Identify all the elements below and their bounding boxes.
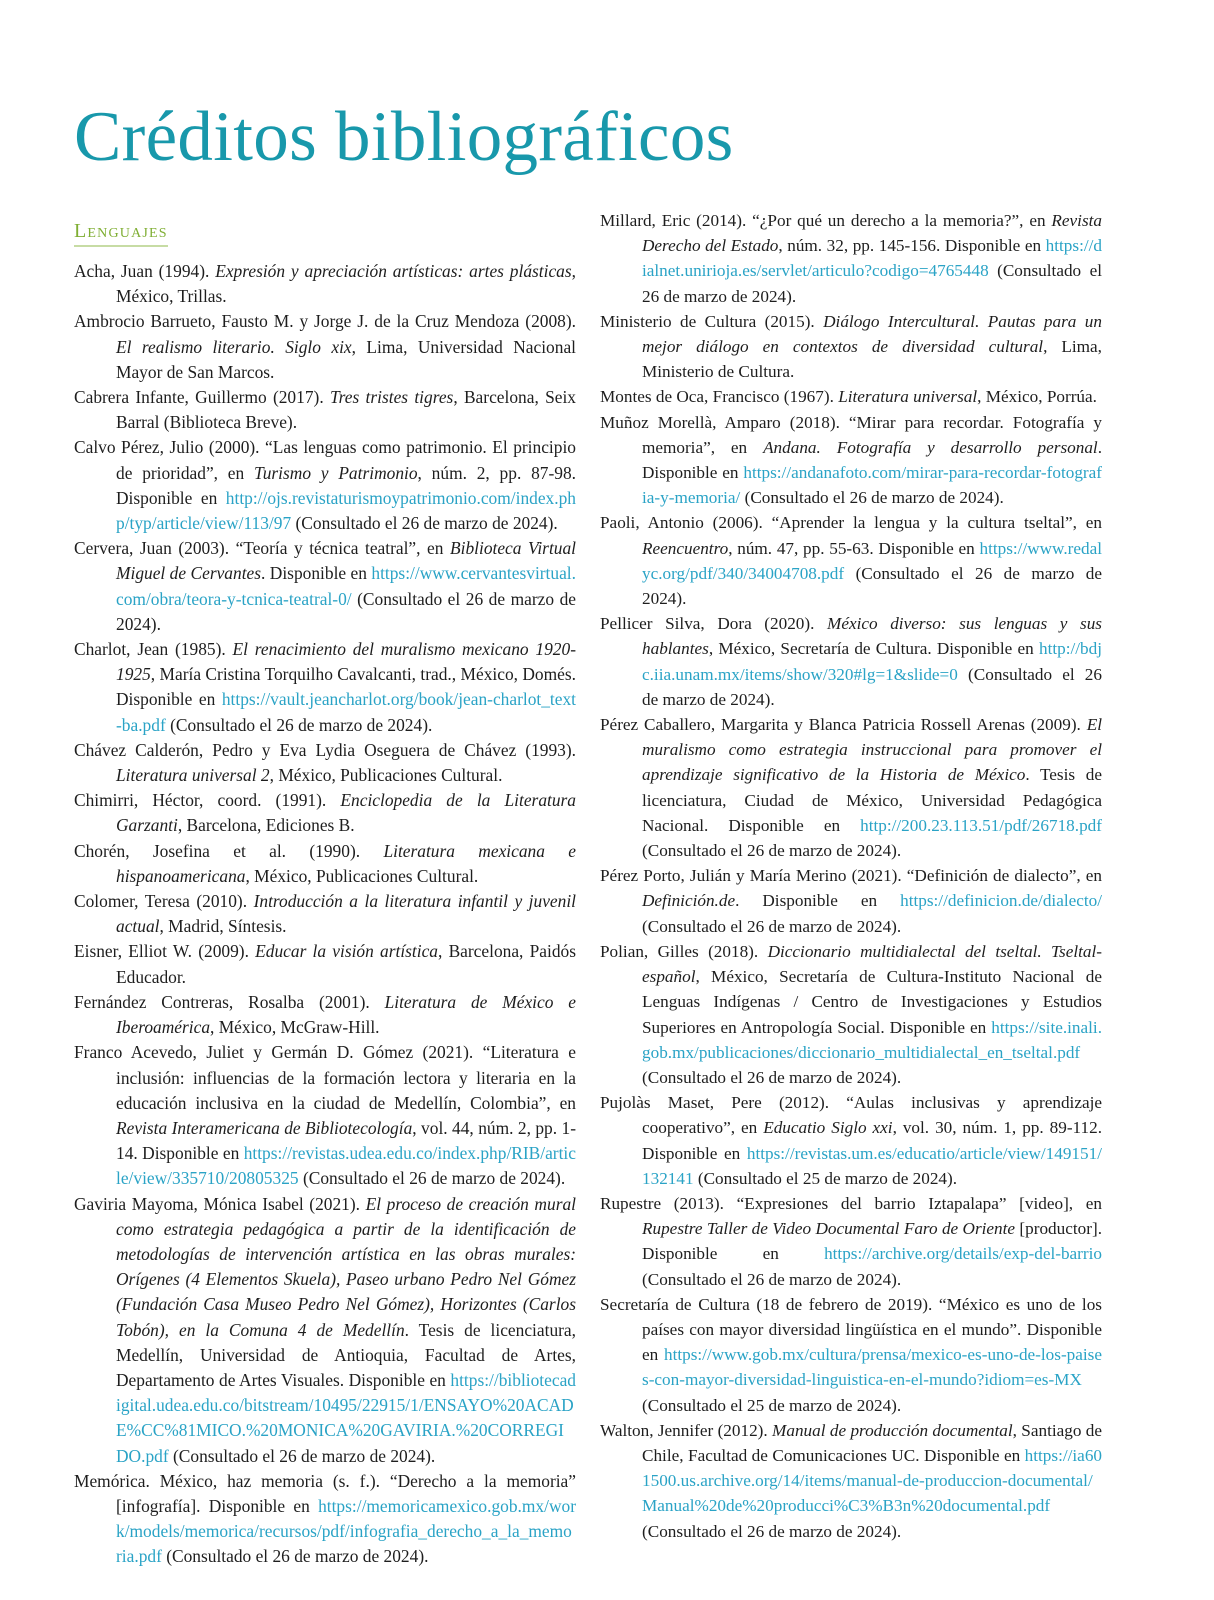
- reference-entry: [600, 611, 1102, 712]
- reference-work-title: Biblioteca Virtual Miguel de Cervantes: [116, 538, 576, 584]
- reference-details: , Barcelona, Seix Barral (Biblioteca Breve).: [116, 387, 576, 433]
- reference-details: , Santiago de Chile, Facultad de Comunicaciones UC. Disponible en: [642, 1420, 1103, 1465]
- reference-work-title: Turismo y Patrimonio: [254, 462, 418, 483]
- reference-work-title: Literatura mexicana e hispanoamericana: [116, 840, 576, 886]
- left-column: [74, 208, 576, 1570]
- reference-consulted-note: (Consultado el 26 de marzo de 2024).: [168, 1445, 436, 1466]
- reference-author-text: Polian, Gilles (2018).: [600, 941, 768, 961]
- reference-link[interactable]: https://andanafoto.com/mirar-para-recordar-fotografia-y-memoria/: [642, 463, 1102, 508]
- reference-details: , Barcelona, Ediciones B.: [177, 815, 355, 836]
- reference-work-title: El renacimiento del muralismo mexicano 1920-1925: [116, 639, 576, 685]
- reference-entry: [74, 637, 576, 738]
- reference-author-text: Colomer, Teresa (2010).: [74, 891, 254, 912]
- reference-link[interactable]: http://200.23.113.51/pdf/26718.pdf: [860, 815, 1102, 835]
- reference-details: , México, McGraw-Hill.: [210, 1017, 380, 1038]
- reference-author-text: Chimirri, Héctor, coord. (1991).: [74, 790, 341, 811]
- reference-consulted-note: (Consultado el 26 de marzo de 2024).: [642, 1067, 902, 1087]
- reference-entry: [74, 1192, 576, 1469]
- reference-details: , Madrid, Síntesis.: [159, 916, 287, 937]
- reference-work-title: Manual de producción documental: [772, 1420, 1013, 1440]
- reference-work-title: Revista Interamericana de Bibliotecología: [116, 1117, 413, 1138]
- reference-entry: [600, 863, 1102, 939]
- reference-entry: [74, 939, 576, 989]
- reference-link[interactable]: https://vault.jeancharlot.org/book/jean-charlot_text-ba.pdf: [116, 689, 576, 735]
- reference-work-title: Enciclopedia de la Literatura Garzanti: [116, 790, 576, 836]
- reference-author-text: Calvo Pérez, Julio (2000). “Las lenguas como patrimonio. El principio de prioridad”, en: [74, 437, 576, 483]
- reference-entry: [600, 410, 1102, 511]
- reference-details: , Lima, Universidad Nacional Mayor de San Marcos.: [116, 336, 576, 382]
- reference-consulted-note: (Consultado el 26 de marzo de 2024).: [161, 1546, 429, 1567]
- reference-author-text: Acha, Juan (1994).: [74, 261, 216, 281]
- reference-author-text: Cervera, Juan (2003). “Teoría y técnica teatral”, en: [74, 538, 450, 559]
- reference-details: , México, Porrúa.: [977, 387, 1097, 407]
- reference-work-title: Expresión y apreciación artísticas: artes plásticas: [215, 261, 572, 281]
- reference-author-text: Franco Acevedo, Juliet y Germán D. Gómez (2021). “Literatura e inclusión: influencias de la formación lectora y literaria en la educación inclusiva en la ciudad de Medellín, Colombia”, en: [74, 1042, 576, 1113]
- reference-author-text: Pérez Porto, Julián y María Merino (2021). “Definición de dialecto”, en: [600, 866, 1102, 886]
- reference-work-title: Tres tristes tigres: [329, 387, 454, 408]
- reference-entry: [74, 990, 576, 1040]
- reference-link[interactable]: https://revistas.um.es/educatio/article/view/149151/132141: [642, 1143, 1102, 1188]
- reference-details: , Barcelona, Paidós Educador.: [116, 941, 577, 987]
- reference-details: , núm. 2, pp. 87-98. Disponible en: [116, 462, 576, 508]
- page-title: Créditos bibliográficos: [74, 98, 734, 176]
- reference-list-right: [600, 208, 1102, 1544]
- reference-author-text: Walton, Jennifer (2012).: [600, 1420, 773, 1440]
- reference-details: , México, Secretaría de Cultura-Instituto Nacional de Lenguas Indígenas / Centro de Investigaciones y Estudios Superiores en Antropología Social. Disponible en: [642, 967, 1102, 1037]
- reference-author-text: Pujolàs Maset, Pere (2012). “Aulas inclusivas y aprendizaje cooperativo”, en: [600, 1093, 1102, 1138]
- reference-consulted-note: (Consultado el 26 de marzo de 2024).: [298, 1168, 566, 1189]
- reference-link[interactable]: https://archive.org/details/exp-del-barrio: [824, 1244, 1102, 1264]
- reference-entry: [74, 385, 576, 435]
- reference-entry: [74, 1469, 576, 1570]
- reference-entry: [600, 939, 1102, 1090]
- reference-details: , Lima, Ministerio de Cultura.: [642, 337, 1102, 382]
- reference-author-text: Eisner, Elliot W. (2009).: [74, 941, 256, 962]
- reference-work-title: El muralismo como estrategia instruccional para promover el aprendizaje significativo de la Historia de México: [642, 715, 1102, 785]
- reference-consulted-note: (Consultado el 26 de marzo de 2024).: [642, 841, 902, 861]
- reference-details: , vol. 44, núm. 2, pp. 1-14. Disponible en: [116, 1117, 576, 1164]
- reference-entry: [600, 712, 1102, 863]
- reference-entry: [600, 1292, 1102, 1418]
- reference-entry: [600, 510, 1102, 611]
- reference-entry: [600, 1191, 1102, 1292]
- reference-entry: [600, 384, 1102, 409]
- reference-entry: [74, 1040, 576, 1191]
- reference-link[interactable]: http://ojs.revistaturismoypatrimonio.com/index.php/typ/article/view/113/97: [116, 487, 576, 534]
- reference-details: . Disponible en: [735, 891, 901, 911]
- reference-details: . Disponible en: [642, 437, 1102, 483]
- reference-author-text: Montes de Oca, Francisco (1967).: [600, 387, 839, 407]
- reference-author-text: Cabrera Infante, Guillermo (2017).: [74, 387, 330, 408]
- reference-author-text: Memórica. México, haz memoria (s. f.). “Derecho a la memoria” [infografía]. Disponible en: [74, 1470, 576, 1516]
- reference-consulted-note: (Consultado el 25 de marzo de 2024).: [642, 1395, 902, 1415]
- reference-details: . Tesis de licenciatura, Ciudad de México, Universidad Pedagógica Nacional. Disponible en: [642, 765, 1102, 835]
- reference-author-text: Pérez Caballero, Margarita y Blanca Patricia Rossell Arenas (2009).: [600, 715, 1087, 735]
- reference-work-title: Revista Derecho del Estado: [642, 211, 1102, 256]
- reference-work-title: El proceso de creación mural como estrategia pedagógica a partir de la identificación de metodologías de intervención artística en las obras murales: Orígenes (4 Elementos Skuela), Paseo urbano Pedro Nel Gómez (Fundación Casa Museo Pedro Nel Gómez), Horizontes (Carlos Tobón), en la Comuna 4 de Medellín: [116, 1193, 576, 1340]
- reference-work-title: Definición.de: [642, 891, 736, 911]
- reference-link[interactable]: http://bdjc.iia.unam.mx/items/show/320#lg=1&slide=0: [642, 639, 1102, 684]
- reference-consulted-note: (Consultado el 26 de marzo de 2024).: [642, 261, 1102, 306]
- reference-link[interactable]: https://dialnet.unirioja.es/servlet/articulo?codigo=4765448: [642, 236, 1102, 281]
- reference-entry: [74, 259, 576, 309]
- reference-author-text: Gaviria Mayoma, Mónica Isabel (2021).: [74, 1193, 366, 1214]
- reference-consulted-note: (Consultado el 25 de marzo de 2024).: [693, 1168, 958, 1188]
- reference-details: , México, Publicaciones Cultural.: [269, 765, 503, 786]
- reference-details: , María Cristina Torquilho Cavalcanti, trad., México, Domés. Disponible en: [116, 664, 576, 710]
- reference-details: , núm. 47, pp. 55-63. Disponible en: [728, 538, 980, 558]
- reference-consulted-note: (Consultado el 26 de marzo de 2024).: [642, 1269, 902, 1289]
- reference-entry: [74, 788, 576, 838]
- reference-entry: [74, 435, 576, 536]
- reference-entry: [600, 1090, 1102, 1191]
- reference-work-title: Literatura de México e Iberoamérica: [116, 991, 577, 1038]
- reference-work-title: Diálogo Intercultural. Pautas para un mejor diálogo en contextos de diversidad cultural: [642, 311, 1102, 357]
- right-column: [600, 208, 1102, 1544]
- reference-entry: [600, 208, 1102, 309]
- reference-author-text: Muñoz Morellà, Amparo (2018). “Mirar para recordar. Fotografía y memoria”, en: [600, 412, 1102, 457]
- reference-link[interactable]: https://revistas.udea.edu.co/index.php/RIB/article/view/335710/20805325: [116, 1143, 576, 1189]
- reference-consulted-note: (Consultado el 26 de marzo de 2024).: [740, 488, 1004, 508]
- reference-entry: [74, 889, 576, 939]
- reference-work-title: Rupestre Taller de Video Documental Faro de Oriente: [642, 1219, 1016, 1239]
- reference-work-title: El realismo literario. Siglo xix: [116, 336, 352, 357]
- reference-work-title: Diccionario multidialectal del tseltal. Tseltal-español: [642, 941, 1102, 987]
- reference-work-title: Educar la visión artística: [255, 941, 439, 962]
- reference-details: , México, Trillas.: [116, 261, 577, 307]
- reference-entry: [74, 738, 576, 788]
- reference-link[interactable]: https://memoricamexico.gob.mx/work/models/memorica/recursos/pdf/infografia_derecho_a_la_memoria.pdf: [116, 1495, 576, 1567]
- reference-author-text: Millard, Eric (2014). “¿Por qué un derecho a la memoria?”, en: [600, 211, 1052, 230]
- reference-author-text: Secretaría de Cultura (18 de febrero de 2019). “México es uno de los países con mayor diversidad lingüística en el mundo”. Disponible en: [600, 1294, 1102, 1365]
- reference-details: , México, Secretaría de Cultura. Disponible en: [708, 639, 1039, 659]
- reference-consulted-note: (Consultado el 26 de marzo de 2024).: [642, 563, 1102, 609]
- reference-link[interactable]: https://definicion.de/dialecto/: [900, 891, 1102, 911]
- reference-consulted-note: (Consultado el 26 de marzo de 2024).: [642, 916, 902, 936]
- reference-author-text: Fernández Contreras, Rosalba (2001).: [74, 991, 385, 1012]
- reference-author-text: Chávez Calderón, Pedro y Eva Lydia Oseguera de Chávez (1993).: [74, 739, 576, 760]
- reference-entry: [74, 536, 576, 637]
- reference-details: , núm. 32, pp. 145-156. Disponible en: [778, 236, 1046, 256]
- reference-details: , vol. 30, núm. 1, pp. 89-112. Disponible en: [642, 1118, 1103, 1163]
- section-heading: Lenguajes: [74, 218, 168, 247]
- reference-work-title: Reencuentro: [642, 538, 729, 558]
- reference-consulted-note: (Consultado el 26 de marzo de 2024).: [642, 664, 1102, 709]
- reference-entry: [600, 309, 1102, 385]
- reference-entry: [600, 1418, 1102, 1544]
- reference-link[interactable]: https://bibliotecadigital.udea.edu.co/bitstream/10495/22915/1/ENSAYO%20ACADE%CC%81MICO.%20MONICA%20GAVIRIA.%20CORREGIDO.pdf: [116, 1369, 576, 1466]
- reference-author-text: Rupestre (2013). “Expresiones del barrio Iztapalapa” [video], en: [600, 1193, 1102, 1213]
- reference-author-text: Paoli, Antonio (2006). “Aprender la lengua y la cultura tseltal”, en: [600, 513, 1102, 533]
- reference-author-text: Ambrocio Barrueto, Fausto M. y Jorge J. de la Cruz Mendoza (2008).: [74, 311, 576, 332]
- reference-link[interactable]: https://site.inali.gob.mx/publicaciones/diccionario_multidialectal_en_tseltal.pdf: [642, 1017, 1102, 1062]
- reference-work-title: Introducción a la literatura infantil y juvenil actual: [116, 891, 577, 937]
- reference-link[interactable]: https://www.cervantesvirtual.com/obra/teora-y-tcnica-teatral-0/: [116, 563, 576, 609]
- reference-details: . Disponible en: [261, 563, 372, 584]
- reference-entry: [74, 309, 576, 385]
- reference-consulted-note: (Consultado el 26 de marzo de 2024).: [165, 714, 433, 735]
- reference-consulted-note: (Consultado el 26 de marzo de 2024).: [642, 1521, 902, 1541]
- reference-author-text: Pellicer Silva, Dora (2020).: [600, 614, 828, 634]
- reference-author-text: Chorén, Josefina et al. (1990).: [74, 840, 384, 861]
- reference-consulted-note: (Consultado el 26 de marzo de 2024).: [116, 588, 576, 634]
- reference-author-text: Ministerio de Cultura (2015).: [600, 311, 824, 331]
- reference-work-title: México diverso: sus lenguas y sus hablantes: [642, 614, 1102, 659]
- reference-work-title: Literatura universal: [838, 387, 978, 407]
- reference-author-text: Charlot, Jean (1985).: [74, 639, 233, 660]
- reference-work-title: Educatio Siglo xxi: [763, 1118, 893, 1138]
- reference-link[interactable]: https://www.redalyc.org/pdf/340/34004708.pdf: [642, 538, 1102, 583]
- reference-entry: [74, 839, 576, 889]
- reference-link[interactable]: https://ia601500.us.archive.org/14/items/manual-de-produccion-documental/Manual%20de%20producci%C3%B3n%20documental.pdf: [642, 1445, 1102, 1516]
- reference-work-title: Literatura universal 2: [116, 765, 270, 786]
- reference-consulted-note: (Consultado el 26 de marzo de 2024).: [291, 513, 558, 534]
- reference-work-title: Andana. Fotografía y desarrollo personal: [763, 437, 1098, 457]
- reference-details: . Tesis de licenciatura, Medellín, Universidad de Antioquia, Facultad de Artes, Departamento de Artes Visuales. Disponible en: [116, 1319, 576, 1390]
- reference-link[interactable]: https://www.gob.mx/cultura/prensa/mexico-es-uno-de-los-paises-con-mayor-diversidad-linguistica-en-el-mundo?idiom=es-MX: [642, 1345, 1102, 1390]
- reference-details: , México, Publicaciones Cultural.: [245, 865, 479, 886]
- reference-list-left: [74, 259, 576, 1570]
- reference-details: [productor]. Disponible en: [642, 1219, 1102, 1264]
